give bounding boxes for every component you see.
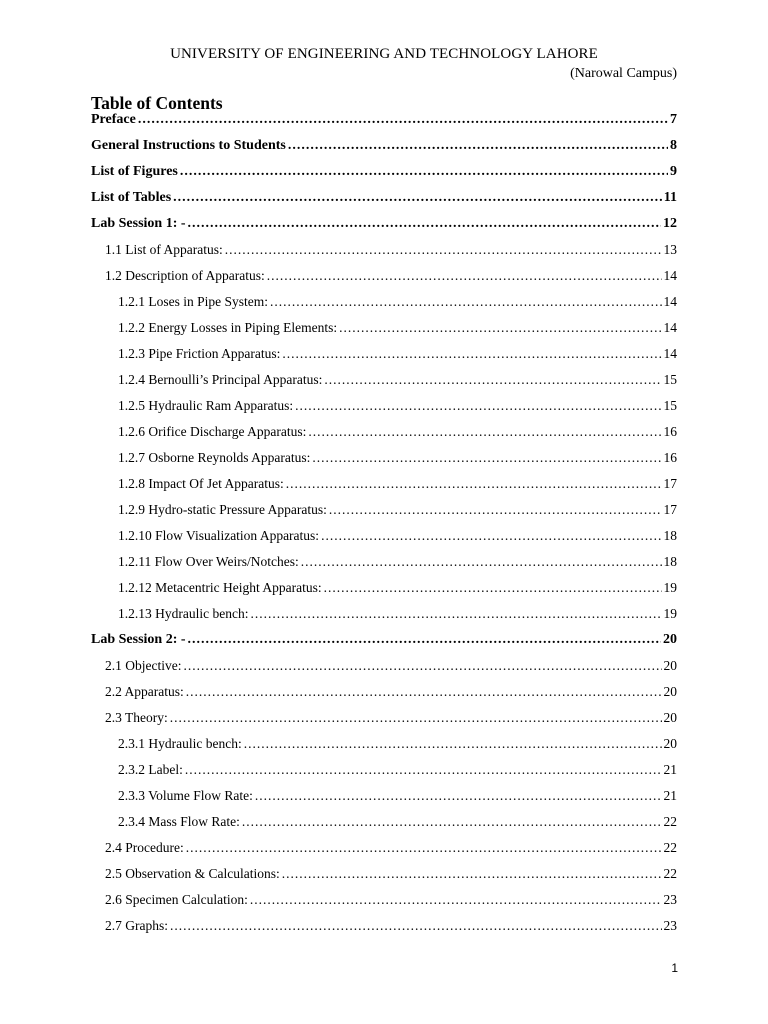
toc-entry-label: 1.2.12 Metacentric Height Apparatus: (118, 580, 322, 595)
toc-dot-leader (339, 320, 661, 336)
toc-dot-leader (250, 606, 661, 622)
toc-entry[interactable] (118, 346, 677, 366)
toc-entry-label: 1.2.7 Osborne Reynolds Apparatus: (118, 450, 311, 465)
toc-entry-page: 15 (663, 398, 677, 413)
toc-entry[interactable] (105, 840, 677, 860)
toc-entry-page: 20 (663, 710, 677, 725)
toc-entry[interactable] (105, 866, 677, 886)
toc-entry-page: 22 (663, 840, 677, 855)
toc-entry-page: 15 (663, 372, 677, 387)
toc-entry-page: 22 (663, 866, 677, 881)
toc-entry[interactable] (118, 736, 677, 756)
toc-entry[interactable] (105, 710, 677, 730)
toc-entry-label: 1.2.2 Energy Losses in Piping Elements: (118, 320, 338, 335)
toc-dot-leader (170, 710, 662, 726)
toc-dot-leader (188, 216, 661, 232)
toc-entry-label: Lab Session 1: - (91, 216, 186, 231)
toc-entry-page: 18 (663, 528, 677, 543)
toc-dot-leader (295, 398, 661, 414)
toc-entry[interactable] (118, 320, 677, 340)
toc-entry[interactable] (91, 138, 677, 158)
toc-entry-label: List of Figures (91, 164, 178, 179)
toc-entry[interactable] (118, 788, 677, 808)
toc-dot-leader (183, 658, 661, 674)
toc-entry-page: 8 (670, 138, 677, 153)
toc-entry[interactable] (118, 580, 677, 600)
toc-entry[interactable] (118, 476, 677, 496)
toc-dot-leader (225, 242, 662, 258)
toc-entry-label: 1.2.1 Loses in Pipe System: (118, 294, 269, 309)
toc-entry[interactable] (118, 528, 677, 548)
toc-entry-label: General Instructions to Students (91, 138, 286, 153)
toc-entry-page: 20 (663, 658, 677, 673)
toc-entry-page: 14 (663, 268, 677, 283)
toc-entry-page: 23 (663, 892, 677, 907)
toc-dot-leader (282, 866, 662, 882)
toc-entry-label: 1.2.9 Hydro-static Pressure Apparatus: (118, 502, 327, 517)
toc-entry-label: 2.6 Specimen Calculation: (105, 892, 248, 907)
toc-entry-page: 11 (663, 190, 677, 205)
toc-dot-leader (255, 788, 662, 804)
toc-entry[interactable] (118, 762, 677, 782)
campus-name: (Narowal Campus) (570, 66, 677, 81)
toc-entry-label: Preface (91, 112, 136, 127)
toc-entry[interactable] (118, 606, 677, 626)
toc-dot-leader (186, 684, 662, 700)
toc-entry-page: 18 (663, 554, 677, 569)
toc-entry-page: 21 (663, 762, 677, 777)
toc-dot-leader (180, 164, 668, 180)
toc-entry-label: 1.2.6 Orifice Discharge Apparatus: (118, 424, 307, 439)
toc-entry-page: 20 (663, 736, 677, 751)
toc-dot-leader (186, 840, 662, 856)
toc-entry-page: 19 (663, 606, 677, 621)
page-number: 1 (671, 961, 678, 975)
toc-entry-label: Lab Session 2: - (91, 632, 186, 647)
toc-entry-label: 1.1 List of Apparatus: (105, 242, 223, 257)
toc-entry-label: 2.4 Procedure: (105, 840, 184, 855)
toc-title: Table of Contents (91, 93, 223, 113)
toc-dot-leader (308, 424, 661, 440)
toc-entry[interactable] (105, 658, 677, 678)
toc-dot-leader (242, 814, 662, 830)
toc-entry[interactable] (105, 242, 677, 262)
toc-entry-label: 2.3.1 Hydraulic bench: (118, 736, 242, 751)
toc-entry-label: 1.2.11 Flow Over Weirs/Notches: (118, 554, 299, 569)
toc-dot-leader (170, 918, 662, 934)
toc-entry[interactable] (91, 164, 677, 184)
toc-entry-page: 20 (663, 684, 677, 699)
toc-entry[interactable] (118, 294, 677, 314)
toc-entry-page: 14 (663, 294, 677, 309)
toc-entry-label: List of Tables (91, 190, 172, 205)
toc-entry-label: 2.3.4 Mass Flow Rate: (118, 814, 240, 829)
toc-entry[interactable] (105, 892, 677, 912)
toc-entry[interactable] (105, 268, 677, 288)
toc-entry-label: 2.7 Graphs: (105, 918, 168, 933)
university-name: UNIVERSITY OF ENGINEERING AND TECHNOLOGY LAHORE (170, 46, 598, 62)
toc-entry-page: 16 (663, 450, 677, 465)
toc-entry-page: 17 (663, 476, 677, 491)
toc-entry-page: 20 (663, 632, 677, 647)
toc-entry-page: 13 (663, 242, 677, 257)
toc-entry-page: 14 (663, 346, 677, 361)
toc-entry-page: 12 (663, 216, 677, 231)
toc-dot-leader (173, 190, 662, 206)
toc-entry-page: 16 (663, 424, 677, 439)
toc-dot-leader (244, 736, 662, 752)
toc-entry-label: 2.3.2 Label: (118, 762, 183, 777)
toc-entry[interactable] (118, 424, 677, 444)
toc-entry-label: 1.2 Description of Apparatus: (105, 268, 265, 283)
toc-entry[interactable] (91, 632, 677, 652)
toc-entry-label: 2.3.3 Volume Flow Rate: (118, 788, 253, 803)
toc-entry-label: 1.2.13 Hydraulic bench: (118, 606, 249, 621)
toc-entry-page: 23 (663, 918, 677, 933)
toc-entry[interactable] (91, 112, 677, 132)
toc-dot-leader (324, 580, 662, 596)
toc-dot-leader (301, 554, 662, 570)
toc-dot-leader (282, 346, 661, 362)
toc-entry[interactable] (118, 398, 677, 418)
toc-entry[interactable] (118, 554, 677, 574)
toc-dot-leader (188, 632, 661, 648)
toc-dot-leader (185, 762, 662, 778)
toc-dot-leader (138, 112, 668, 128)
toc-entry-label: 2.3 Theory: (105, 710, 168, 725)
toc-entry[interactable] (118, 450, 677, 470)
toc-entry[interactable] (105, 684, 677, 704)
toc-entry[interactable] (91, 216, 677, 236)
toc-dot-leader (321, 528, 661, 544)
toc-dot-leader (270, 294, 661, 310)
toc-dot-leader (250, 892, 662, 908)
toc-entry-page: 21 (663, 788, 677, 803)
toc-entry[interactable] (118, 502, 677, 522)
toc-entry-label: 1.2.3 Pipe Friction Apparatus: (118, 346, 281, 361)
toc-entry-label: 1.2.5 Hydraulic Ram Apparatus: (118, 398, 294, 413)
toc-dot-leader (324, 372, 661, 388)
toc-entry-page: 22 (663, 814, 677, 829)
toc-entry-label: 2.1 Objective: (105, 658, 182, 673)
toc-entry[interactable] (118, 372, 677, 392)
toc-entry-page: 19 (663, 580, 677, 595)
toc-entry[interactable] (105, 918, 677, 938)
toc-entry-label: 2.5 Observation & Calculations: (105, 866, 280, 881)
toc-dot-leader (288, 138, 668, 154)
toc-entry-page: 7 (670, 112, 677, 127)
toc-dot-leader (312, 450, 661, 466)
toc-entry-label: 1.2.8 Impact Of Jet Apparatus: (118, 476, 284, 491)
toc-entry[interactable] (91, 190, 677, 210)
toc-entry[interactable] (118, 814, 677, 834)
toc-dot-leader (267, 268, 662, 284)
toc-entry-page: 9 (670, 164, 677, 179)
toc-entry-label: 1.2.4 Bernoulli’s Principal Apparatus: (118, 372, 323, 387)
toc-entry-label: 1.2.10 Flow Visualization Apparatus: (118, 528, 320, 543)
toc-entry-page: 14 (663, 320, 677, 335)
toc-entry-label: 2.2 Apparatus: (105, 684, 184, 699)
toc-entry-page: 17 (663, 502, 677, 517)
toc-dot-leader (329, 502, 662, 518)
toc-dot-leader (286, 476, 662, 492)
